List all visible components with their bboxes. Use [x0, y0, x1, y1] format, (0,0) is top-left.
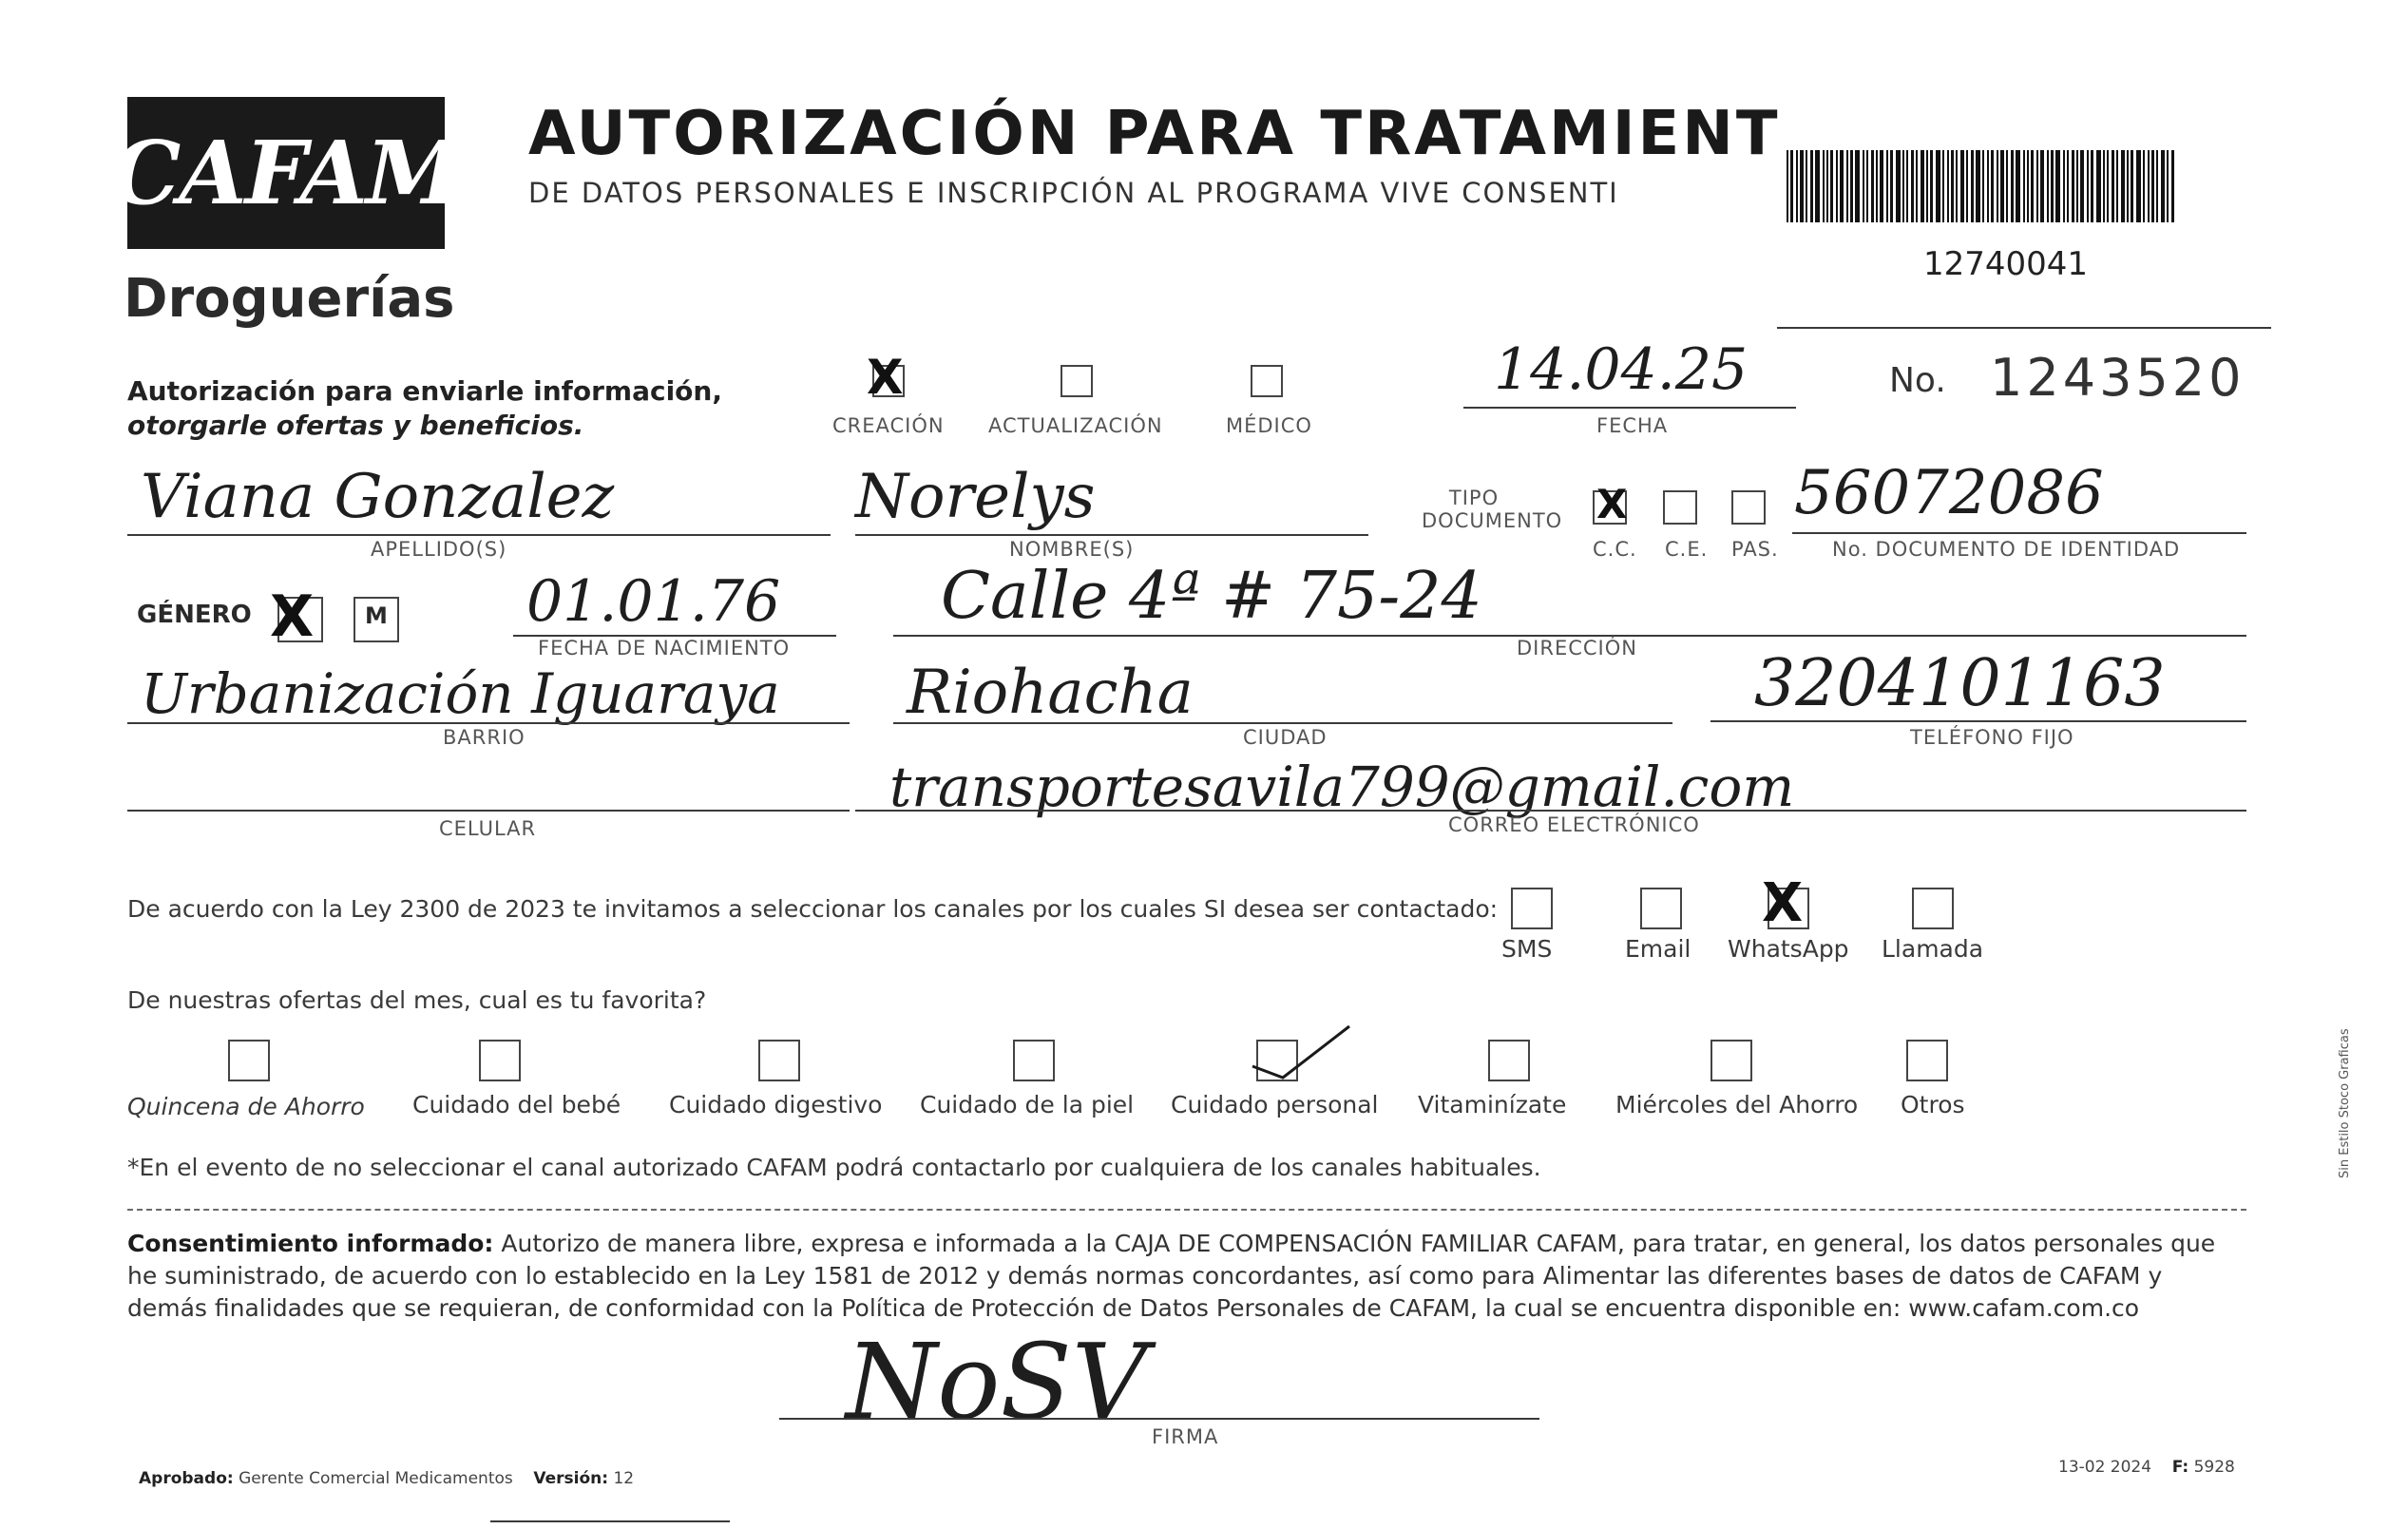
surname-label: APELLIDO(S) — [371, 538, 507, 561]
phone-line — [1710, 720, 2246, 722]
brand-subtitle: Droguerías — [124, 268, 455, 330]
surname-value[interactable]: Viana Gonzalez — [141, 462, 615, 532]
barcode-bar — [1982, 150, 1984, 222]
barcode-bar — [1997, 150, 1998, 222]
label-cuidado-del-bebe: Cuidado del bebé — [412, 1091, 621, 1118]
checkbox-ce[interactable] — [1663, 490, 1697, 525]
number-value: 1243520 — [1990, 348, 2246, 408]
barcode-bar — [1960, 150, 1964, 222]
doc-type-label: TIPO DOCUMENTO — [1422, 487, 1563, 532]
signature[interactable]: NoSV — [846, 1321, 1148, 1443]
cc-mark: X — [1596, 481, 1628, 527]
checkbox-vitaminizate[interactable] — [1488, 1040, 1530, 1081]
barcode-bar — [1800, 150, 1804, 222]
barcode-bar — [1826, 150, 1828, 222]
label-vitaminizate: Vitaminízate — [1418, 1091, 1567, 1118]
barcode-bar — [2171, 150, 2174, 222]
barcode-bar — [1871, 150, 1874, 222]
signature-line — [779, 1418, 1539, 1420]
barcode-bar — [2103, 150, 2105, 222]
email-line — [855, 810, 2246, 812]
barcode-bar — [1947, 150, 1949, 222]
barcode-bar — [2047, 150, 2049, 222]
surname-line — [127, 534, 831, 536]
barcode-bar — [2161, 150, 2165, 222]
barcode-bar — [1850, 150, 1853, 222]
name-label: NOMBRE(S) — [1009, 538, 1135, 561]
offers-question: De nuestras ofertas del mes, cual es tu favorita? — [127, 986, 707, 1014]
barcode-bar — [1951, 150, 1954, 222]
barcode — [1787, 150, 2176, 222]
checkbox-miercoles-del-ahorro[interactable] — [1710, 1040, 1752, 1081]
creacion-mark: X — [867, 350, 904, 405]
barcode-bar — [1880, 150, 1883, 222]
barcode-bar — [2031, 150, 2034, 222]
barcode-bar — [1806, 150, 1807, 222]
barcode-bar — [1896, 150, 1901, 222]
barcode-bar — [1902, 150, 1904, 222]
barcode-bar — [2036, 150, 2038, 222]
barcode-bar — [1971, 150, 1974, 222]
label-actualizacion: ACTUALIZACIÓN — [988, 414, 1163, 437]
date-line — [1463, 407, 1796, 409]
date-label: FECHA — [1596, 414, 1669, 437]
barcode-bar — [1866, 150, 1868, 222]
intro-line-2: otorgarle ofertas y beneficios. — [127, 410, 584, 441]
mobile-label: CELULAR — [439, 817, 537, 840]
doc-number-label: No. DOCUMENTO DE IDENTIDAD — [1832, 538, 2181, 561]
checkbox-quincena-de-ahorro[interactable] — [228, 1040, 270, 1081]
document-title: AUTORIZACIÓN PARA TRATAMIENT — [528, 99, 1781, 169]
barcode-bar — [1921, 150, 1924, 222]
neighborhood-label: BARRIO — [443, 726, 526, 749]
barcode-bar — [1956, 150, 1958, 222]
barcode-bar — [2148, 150, 2150, 222]
intro-line-1: Autorización para enviarle información, — [127, 375, 722, 407]
checkbox-actualizacion[interactable] — [1061, 365, 1093, 397]
label-whatsapp: WhatsApp — [1728, 935, 1849, 963]
email-value[interactable]: transportesavila799@gmail.com — [889, 755, 1795, 819]
birth-date-value[interactable]: 01.01.76 — [526, 568, 781, 635]
label-otros: Otros — [1901, 1091, 1965, 1118]
barcode-bar — [2087, 150, 2089, 222]
barcode-bar — [1906, 150, 1908, 222]
barcode-bar — [1790, 150, 1793, 222]
label-cuidado-personal: Cuidado personal — [1171, 1091, 1379, 1118]
barcode-bar — [1976, 150, 1980, 222]
checkbox-cuidado-del-bebe[interactable] — [479, 1040, 521, 1081]
barcode-bar — [2116, 150, 2118, 222]
barcode-bar — [1886, 150, 1888, 222]
barcode-bar — [1987, 150, 1989, 222]
mobile-line — [127, 810, 850, 812]
barcode-bar — [2076, 150, 2078, 222]
label-cuidado-de-la-piel: Cuidado de la piel — [920, 1091, 1135, 1118]
document-subtitle: DE DATOS PERSONALES E INSCRIPCIÓN AL PROGRAMA VIVE CONSENTI — [528, 177, 1619, 209]
whatsapp-mark: X — [1762, 872, 1804, 934]
barcode-bar — [2027, 150, 2029, 222]
label-ce: C.E. — [1665, 538, 1709, 561]
barcode-bar — [1876, 150, 1878, 222]
signature-label: FIRMA — [1152, 1425, 1219, 1448]
logo-text: CAFAM — [111, 122, 461, 224]
label-cuidado-digestivo: Cuidado digestivo — [669, 1091, 883, 1118]
barcode-bar — [1916, 150, 1918, 222]
label-email: Email — [1625, 935, 1691, 963]
consent-paragraph — [127, 1228, 2245, 1325]
barcode-bar — [1936, 150, 1940, 222]
barcode-bar — [1966, 150, 1968, 222]
label-cc: C.C. — [1593, 538, 1637, 561]
neighborhood-value[interactable]: Urbanización Iguaraya — [141, 661, 780, 726]
barcode-bar — [1830, 150, 1833, 222]
city-label: CIUDAD — [1243, 726, 1328, 749]
gender-f-mark: X — [270, 583, 315, 650]
barcode-bar — [2051, 150, 2054, 222]
name-line — [855, 534, 1368, 536]
barcode-bar — [2156, 150, 2158, 222]
barcode-bar — [2131, 150, 2133, 222]
checkbox-pas[interactable] — [1731, 490, 1766, 525]
checkbox-email[interactable] — [1640, 888, 1682, 929]
neighborhood-line — [127, 722, 850, 724]
phone-label: TELÉFONO FIJO — [1910, 726, 2074, 749]
gender-m-label: M — [365, 602, 388, 629]
barcode-bar — [1836, 150, 1838, 222]
barcode-bar — [1815, 150, 1820, 222]
barcode-bar — [1796, 150, 1798, 222]
doc-number-value[interactable]: 56072086 — [1794, 458, 2104, 528]
note-divider — [127, 1209, 2246, 1211]
barcode-bar — [2127, 150, 2129, 222]
barcode-bar — [2080, 150, 2084, 222]
barcode-bar — [1855, 150, 1860, 222]
barcode-bar — [2091, 150, 2093, 222]
consent-text: Autorizo de manera libre, expresa e informada a la CAJA DE COMPENSACIÓN FAMILIAR CAFAM, para tratar, en general, los datos personales que he suministrado, de acuerdo con lo establecido en la Ley 1581 de 2012 y demás normas concordantes, así como para Alimentar las diferentes bases de datos de CAFAM y demás finalidades que se requieran, de conformidad con la Política de Protección de Datos Personales de CAFAM, la cual se encuentra disponible en: www.cafam.com.co — [127, 1230, 2216, 1322]
barcode-bar — [2000, 150, 2004, 222]
email-label: CORREO ELECTRÓNICO — [1448, 813, 1700, 836]
label-miercoles-del-ahorro: Miércoles del Ahorro — [1615, 1091, 1859, 1118]
label-creacion: CREACIÓN — [832, 414, 945, 437]
barcode-bar — [1926, 150, 1928, 222]
barcode-bar — [2107, 150, 2109, 222]
label-sms: SMS — [1501, 935, 1553, 963]
number-label: No. — [1889, 361, 1946, 400]
consent-heading: Consentimiento informado: — [127, 1230, 494, 1257]
checkbox-cuidado-de-la-piel[interactable] — [1013, 1040, 1055, 1081]
barcode-bar — [2151, 150, 2154, 222]
barcode-bar — [1863, 150, 1864, 222]
date-value[interactable]: 14.04.25 — [1494, 336, 1749, 403]
address-value[interactable]: Calle 4ª # 75-24 — [941, 559, 1482, 634]
city-line — [893, 722, 1672, 724]
barcode-bar — [2121, 150, 2125, 222]
side-printer-text: Sin Estilo Stoco Graficas — [2338, 1028, 2352, 1178]
city-value[interactable]: Riohacha — [907, 658, 1194, 728]
barcode-bar — [1911, 150, 1914, 222]
label-llamada: Llamada — [1882, 935, 1984, 963]
barcode-bar — [1787, 150, 1788, 222]
barcode-bar — [2096, 150, 2101, 222]
barcode-bar — [1846, 150, 1848, 222]
footer-date-code: 13-02 2024 F: 5928 — [2058, 1458, 2235, 1477]
barcode-bar — [2143, 150, 2145, 222]
cuidado-personal-check-mark — [1245, 1019, 1359, 1085]
channels-question: De acuerdo con la Ley 2300 de 2023 te invitamos a seleccionar los canales por los cuales SI desea ser contactado: — [127, 895, 1499, 923]
barcode-bar — [2072, 150, 2074, 222]
phone-value[interactable]: 3204101163 — [1754, 646, 2166, 721]
barcode-bar — [2067, 150, 2069, 222]
barcode-bar — [2023, 150, 2025, 222]
barcode-bar — [1890, 150, 1893, 222]
footer-approval: Aprobado: Gerente Comercial Medicamentos Versión: 12 — [139, 1469, 635, 1488]
label-pas: PAS. — [1731, 538, 1779, 561]
label-quincena-de-ahorro: Quincena de Ahorro — [127, 1093, 365, 1120]
barcode-bar — [2011, 150, 2014, 222]
cafam-logo — [111, 97, 461, 249]
barcode-bar — [2063, 150, 2065, 222]
barcode-bar — [2016, 150, 2020, 222]
barcode-bar — [2040, 150, 2044, 222]
barcode-bar — [2055, 150, 2060, 222]
gender-label: GÉNERO — [137, 601, 252, 629]
intro-text — [127, 374, 722, 443]
barcode-bar — [2112, 150, 2114, 222]
name-value[interactable]: Norelys — [855, 462, 1096, 532]
label-medico: MÉDICO — [1226, 414, 1312, 437]
barcode-bar — [2006, 150, 2008, 222]
checkbox-medico[interactable] — [1251, 365, 1283, 397]
barcode-bar — [1823, 150, 1825, 222]
checkbox-cuidado-digestivo[interactable] — [758, 1040, 800, 1081]
barcode-bar — [2136, 150, 2141, 222]
checkbox-otros[interactable] — [1906, 1040, 1948, 1081]
barcode-number: 12740041 — [1923, 245, 2089, 283]
doc-number-line — [1792, 532, 2246, 534]
header-divider — [1777, 327, 2271, 329]
barcode-bar — [1942, 150, 1944, 222]
birth-date-label: FECHA DE NACIMIENTO — [538, 637, 791, 659]
checkbox-sms[interactable] — [1511, 888, 1553, 929]
barcode-bar — [1991, 150, 1994, 222]
footer-line — [490, 1520, 730, 1522]
barcode-bar — [1840, 150, 1844, 222]
barcode-bar — [1930, 150, 1933, 222]
barcode-bar — [2167, 150, 2169, 222]
barcode-bar — [1810, 150, 1813, 222]
address-label: DIRECCIÓN — [1517, 637, 1637, 659]
checkbox-llamada[interactable] — [1912, 888, 1954, 929]
channel-note: *En el evento de no seleccionar el canal autorizado CAFAM podrá contactarlo por cualquiera de los canales habituales. — [127, 1154, 1541, 1181]
